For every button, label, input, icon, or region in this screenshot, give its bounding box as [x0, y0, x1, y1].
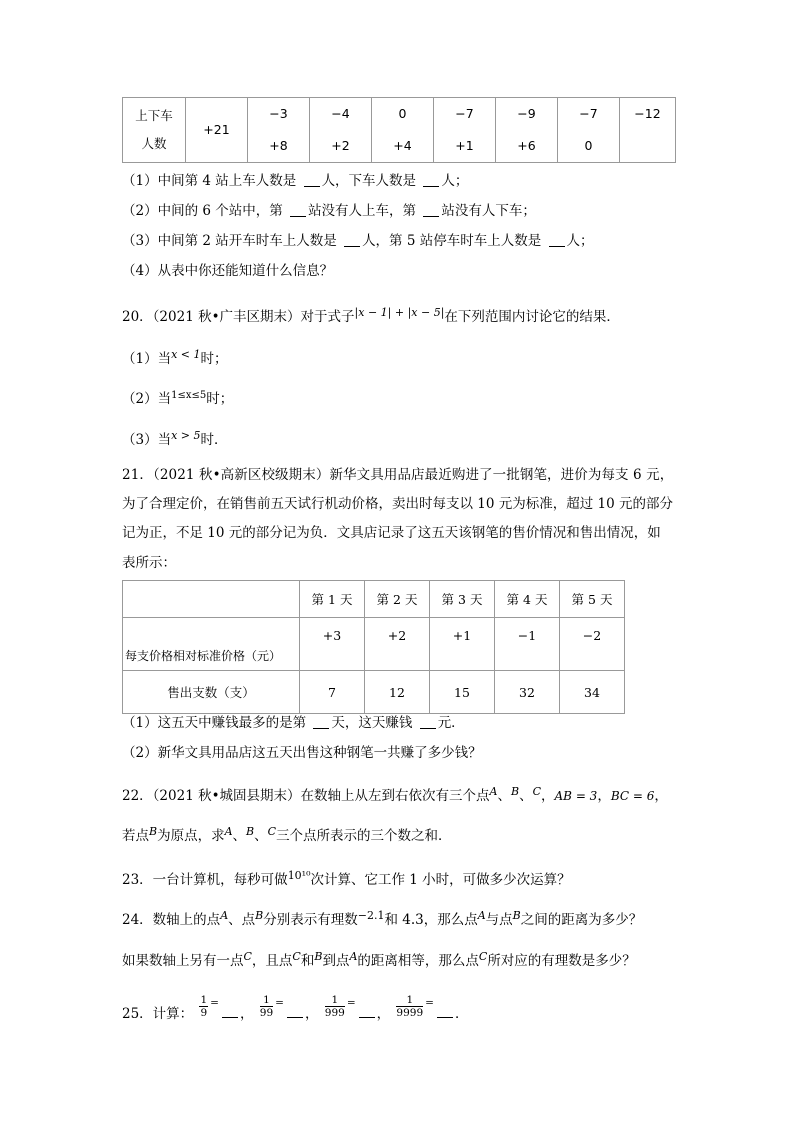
q19-part3: （3）中间第 2 站开车时车上人数是 人，第 5 站停车时车上人数是 人；: [122, 233, 594, 249]
table-cell: +1: [430, 618, 495, 671]
fraction: $\frac{1}{99}$: [259, 993, 274, 1019]
math-expression: x < 1: [171, 348, 201, 361]
q20-case3: （3）当$^{x > 5}$时．: [122, 429, 228, 448]
table-header-cell: 第 3 天: [430, 581, 495, 618]
table-cell: −2: [560, 618, 625, 671]
table-cell: 15: [430, 671, 495, 714]
answer-blank[interactable]: [423, 174, 439, 187]
q21-part1: （1）这五天中赚钱最多的是第 天，这天赚钱 元．: [122, 715, 465, 731]
answer-blank[interactable]: [290, 204, 306, 217]
table-cell: +21: [186, 98, 248, 163]
fraction: $\frac{1}{9}$: [200, 993, 208, 1019]
table-row-header: 上下车 人数: [123, 98, 186, 163]
table-cell: 12: [365, 671, 430, 714]
q20-case2: （2）当1≤x≤5时；: [122, 386, 233, 409]
answer-blank[interactable]: [420, 716, 436, 729]
passenger-table: [122, 97, 676, 163]
table-cell: 0 +4: [372, 98, 434, 163]
answer-blank[interactable]: [549, 234, 565, 247]
answer-blank[interactable]: [423, 204, 439, 217]
table-cell: +3: [300, 618, 365, 671]
math-expression: 1≤x≤5: [171, 390, 207, 401]
table-row: [123, 618, 625, 671]
math-expression: |x − 1| + |x − 5|: [354, 306, 445, 319]
table-cell: 售出支数（支）: [123, 671, 300, 714]
table-cell: −12: [620, 98, 676, 163]
table-cell: 每支价格相对标准价格（元）: [123, 618, 300, 671]
q23: 23．一台计算机，每秒可做$^{10^{10}}$次计算、它工作 1 小时，可做多少次运算？: [122, 869, 571, 888]
table-cell: −7 0: [558, 98, 620, 163]
q19-part2: （2）中间的 6 个站中，第 站没有人上车，第 站没有人下车；: [122, 203, 536, 219]
q25: 25．计算： $\frac{1}{9}$ =， $\frac{1}{99}$ =， $\frac{1}{999}$ =， $\frac{1}{9999}$ =．: [122, 993, 469, 1022]
table-cell: −1: [495, 618, 560, 671]
table-cell: −3 +8: [248, 98, 310, 163]
math-expression: AB = 3: [554, 789, 598, 803]
table-header-cell: [123, 581, 300, 618]
table-row: [123, 671, 625, 714]
table-cell: −4 +2: [310, 98, 372, 163]
table-header-cell: 第 1 天: [300, 581, 365, 618]
answer-blank[interactable]: [359, 1005, 375, 1018]
q22-line1: 22．（2021 秋•城固县期末）在数轴上从左到右依次有三个点$^A$、$^B$、$^C$，AB = 3，BC = 6，: [122, 785, 668, 804]
table-header-cell: 第 4 天: [495, 581, 560, 618]
math-expression: x > 5: [171, 429, 201, 442]
table-header-row: [123, 581, 625, 618]
pen-sales-table: [122, 580, 625, 714]
table-cell: +2: [365, 618, 430, 671]
table-cell: 32: [495, 671, 560, 714]
table-cell: 7: [300, 671, 365, 714]
table-cell: 34: [560, 671, 625, 714]
answer-blank[interactable]: [437, 1005, 453, 1018]
q20-case1: （1）当$^{x < 1}$时；: [122, 348, 228, 367]
math-expression: −2.1: [357, 909, 385, 922]
answer-blank[interactable]: [344, 234, 360, 247]
q21-line2: 为了合理定价，在销售前五天试行机动价格，卖出时每支以 10 元为标准，超过 10 元的部分: [122, 496, 674, 512]
answer-blank[interactable]: [287, 1005, 303, 1018]
table-cell: −7 +1: [434, 98, 496, 163]
fraction: $\frac{1}{999}$: [324, 993, 345, 1019]
q22-line2: 若点$^B$为原点，求$^A$、$^B$、$^C$三个点所表示的三个数之和．: [122, 825, 452, 844]
table-row: [123, 98, 676, 163]
table-cell: −9 +6: [496, 98, 558, 163]
fraction: $\frac{1}{9999}$: [396, 993, 424, 1019]
math-expression: BC = 6: [610, 789, 655, 803]
table-header-cell: 第 2 天: [365, 581, 430, 618]
q19-part1: （1）中间第 4 站上车人数是 人，下车人数是 人；: [122, 173, 469, 189]
q21-line4: 表所示：: [122, 555, 176, 571]
q24-line2: 如果数轴上另有一点$^C$，且点$^C$和$^B$到点$^A$的距离相等，那么点$^C$所对应的有理数是多少？: [122, 950, 636, 969]
answer-blank[interactable]: [222, 1005, 238, 1018]
answer-blank[interactable]: [313, 716, 329, 729]
q19-part4: （4）从表中你还能知道什么信息？: [122, 263, 334, 279]
table-header-cell: 第 5 天: [560, 581, 625, 618]
math-expression: 10¹⁰: [287, 869, 311, 882]
q21-line1: 21．（2021 秋•高新区校级期末）新华文具用品店最近购进了一批钢笔，进价为每支 6 元，: [122, 467, 674, 483]
q20-stem: 20．（2021 秋•广丰区期末）对于式子$^{|x - 1| + |x - 5|}$在下列范围内讨论它的结果．: [122, 306, 620, 325]
q21-part2: （2）新华文具用品店这五天出售这种钢笔一共赚了多少钱？: [122, 745, 482, 761]
q24-line1: 24．数轴上的点$^A$、点$^B$分别表示有理数$^{-2.1}$和 4.3，那么点$^A$与点$^B$之间的距离为多少？: [122, 909, 643, 928]
answer-blank[interactable]: [304, 174, 320, 187]
q21-line3: 记为正，不足 10 元的部分记为负．文具店记录了这五天该钢笔的售价情况和售出情况，如: [122, 525, 661, 541]
